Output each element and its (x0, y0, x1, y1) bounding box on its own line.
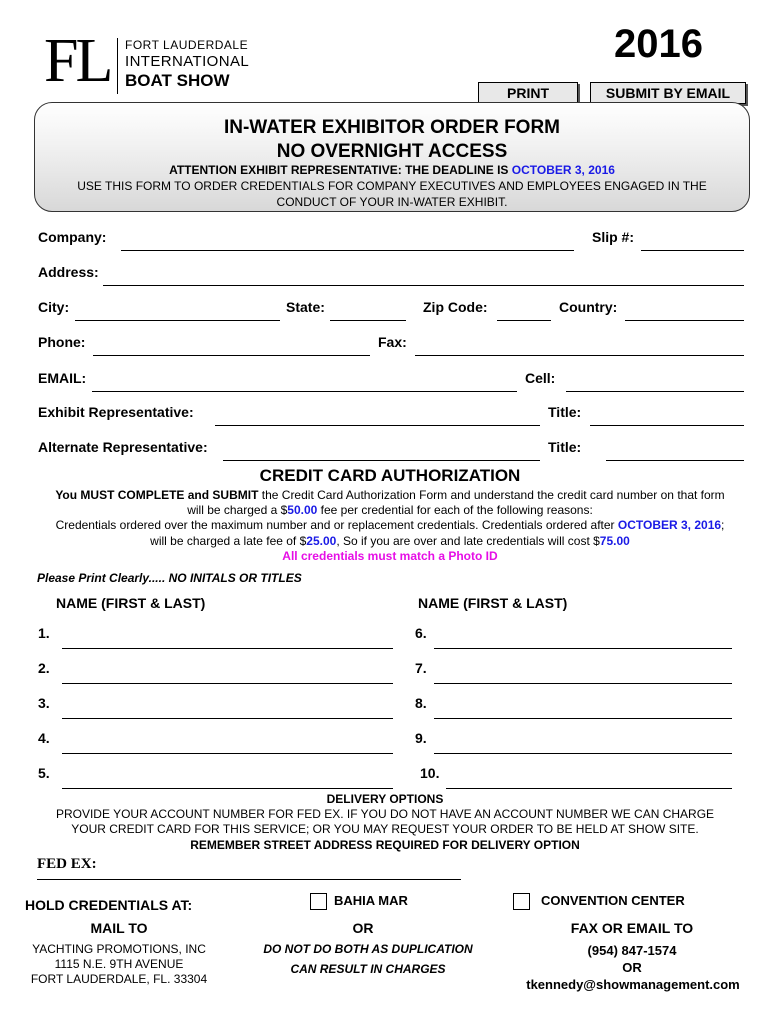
name-number: 4. (38, 730, 50, 746)
duplication-warning-2: CAN RESULT IN CHARGES (290, 962, 446, 976)
email-field[interactable] (92, 391, 517, 392)
credit-card-heading: CREDIT CARD AUTHORIZATION (259, 466, 521, 485)
name-field[interactable] (62, 683, 393, 684)
credit-line-1 (0, 488, 770, 502)
country-label: Country: (559, 299, 618, 315)
bahia-mar-label: BAHIA MAR (334, 893, 408, 908)
name-header-right: NAME (FIRST & LAST) (418, 595, 568, 611)
exhibit-rep-field[interactable] (215, 425, 540, 426)
total-fee: 75.00 (599, 534, 630, 548)
delivery-heading: DELIVERY OPTIONS (326, 792, 444, 806)
alternate-rep-label: Alternate Representative: (38, 439, 208, 455)
form-title: IN-WATER EXHIBITOR ORDER FORM (223, 117, 561, 138)
email-label: EMAIL: (38, 370, 87, 386)
state-field[interactable] (330, 320, 406, 321)
photo-id-notice: All credentials must match a Photo ID (282, 549, 498, 563)
year: 2016 (614, 22, 703, 66)
address-label: Address: (38, 264, 99, 280)
city-label: City: (38, 299, 70, 315)
name-field[interactable] (62, 648, 393, 649)
logo-line-1: FORT LAUDERDALE (125, 38, 249, 52)
or-heading: OR (352, 920, 374, 936)
delivery-line-2: YOUR CREDIT CARD FOR THIS SERVICE; OR YOU MAY REQUEST YOUR ORDER TO BE HELD AT SHOW SITE. (71, 822, 699, 836)
credit-must-complete: You MUST COMPLETE and SUBMIT (55, 488, 259, 502)
attention-text: ATTENTION EXHIBIT REPRESENTATIVE: THE DEADLINE IS (169, 163, 512, 177)
exhibit-title-label: Title: (548, 404, 582, 420)
submit-email-button[interactable]: SUBMIT BY EMAIL (590, 82, 746, 104)
name-field[interactable] (434, 753, 732, 754)
deadline-date: OCTOBER 3, 2016 (511, 163, 615, 177)
name-number: 8. (415, 695, 427, 711)
delivery-line-3: REMEMBER STREET ADDRESS REQUIRED FOR DELIVERY OPTION (190, 838, 580, 852)
mail-address-line-1: YACHTING PROMOTIONS, INC (32, 942, 206, 956)
contact-email[interactable]: tkennedy@showmanagement.com (526, 977, 740, 992)
or-right: OR (622, 960, 642, 975)
credit-line-4 (0, 534, 770, 548)
slip-field[interactable] (641, 250, 744, 251)
name-field[interactable] (434, 648, 732, 649)
country-field[interactable] (625, 320, 744, 321)
print-button[interactable]: PRINT (478, 82, 578, 104)
late-date: OCTOBER 3, 2016 (617, 518, 722, 532)
credit-line-3 (0, 518, 770, 532)
convention-center-checkbox[interactable] (513, 893, 530, 910)
fedex-account-field[interactable] (37, 879, 461, 880)
bahia-mar-checkbox[interactable] (310, 893, 327, 910)
usage-line-2: CONDUCT OF YOUR IN-WATER EXHIBIT. (276, 195, 508, 209)
alternate-title-field[interactable] (606, 460, 744, 461)
late-fee: 25.00 (306, 534, 337, 548)
address-field[interactable] (103, 285, 744, 286)
name-header-left: NAME (FIRST & LAST) (56, 595, 206, 611)
name-number: 10. (420, 765, 440, 781)
alternate-title-label: Title: (548, 439, 582, 455)
exhibit-title-field[interactable] (590, 425, 744, 426)
usage-line-1: USE THIS FORM TO ORDER CREDENTIALS FOR COMPANY EXECUTIVES AND EMPLOYEES ENGAGED IN THE (77, 179, 707, 193)
name-field[interactable] (434, 683, 732, 684)
alternate-rep-field[interactable] (223, 460, 540, 461)
credit-line-2 (0, 503, 770, 517)
name-number: 2. (38, 660, 50, 676)
mail-to-heading: MAIL TO (90, 920, 148, 936)
cell-field[interactable] (566, 391, 744, 392)
name-number: 6. (415, 625, 427, 641)
hold-credentials-label: HOLD CREDENTIALS AT: (25, 897, 193, 913)
name-number: 9. (415, 730, 427, 746)
credit-line-2-a: will be charged a $ (187, 503, 288, 517)
logo-line-3: BOAT SHOW (125, 71, 230, 90)
city-field[interactable] (75, 320, 280, 321)
name-field[interactable] (446, 788, 732, 789)
delivery-line-1: PROVIDE YOUR ACCOUNT NUMBER FOR FED EX. IF YOU DO NOT HAVE AN ACCOUNT NUMBER WE CAN CHARGE (55, 807, 715, 821)
fax-label: Fax: (378, 334, 407, 350)
fedex-label: FED EX: (37, 856, 97, 872)
credit-line-3-b: ; (721, 518, 725, 532)
name-field[interactable] (62, 753, 393, 754)
slip-label: Slip #: (592, 229, 635, 245)
credit-line-4-b: , So if you are over and late credentials will cost $ (336, 534, 600, 548)
logo-mark: FL (44, 27, 111, 95)
state-label: State: (286, 299, 325, 315)
credit-line-1-text: the Credit Card Authorization Form and understand the credit card number on that form (258, 488, 725, 502)
credential-fee: 50.00 (287, 503, 318, 517)
mail-address-line-2: 1115 N.E. 9TH AVENUE (54, 957, 184, 971)
fax-number: (954) 847-1574 (587, 943, 677, 958)
cell-label: Cell: (525, 370, 556, 386)
name-number: 1. (38, 625, 50, 641)
name-number: 5. (38, 765, 50, 781)
phone-field[interactable] (93, 355, 370, 356)
logo-line-2: INTERNATIONAL (125, 53, 250, 70)
name-field[interactable] (62, 788, 393, 789)
form-subtitle: NO OVERNIGHT ACCESS (276, 141, 508, 162)
zip-field[interactable] (497, 320, 551, 321)
phone-label: Phone: (38, 334, 86, 350)
mail-address-line-3: FORT LAUDERDALE, FL. 33304 (30, 972, 208, 986)
print-instruction: Please Print Clearly..... NO INITALS OR TITLES (37, 571, 302, 585)
exhibit-rep-label: Exhibit Representative: (38, 404, 194, 420)
name-field[interactable] (62, 718, 393, 719)
credit-line-2-b: fee per credential for each of the following reasons: (317, 503, 593, 517)
company-field[interactable] (121, 250, 574, 251)
convention-center-label: CONVENTION CENTER (541, 893, 685, 908)
name-number: 7. (415, 660, 427, 676)
logo-divider (117, 38, 118, 94)
credit-line-3-a: Credentials ordered over the maximum number and or replacement credentials. Credentials ordered after (55, 518, 618, 532)
fax-email-heading: FAX OR EMAIL TO (570, 920, 694, 936)
name-field[interactable] (434, 718, 732, 719)
duplication-warning-1: DO NOT DO BOTH AS DUPLICATION (263, 942, 473, 956)
name-number: 3. (38, 695, 50, 711)
company-label: Company: (38, 229, 107, 245)
credit-line-4-a: will be charged a late fee of $ (150, 534, 307, 548)
zip-label: Zip Code: (423, 299, 488, 315)
fax-field[interactable] (415, 355, 744, 356)
attention-line (34, 163, 750, 177)
